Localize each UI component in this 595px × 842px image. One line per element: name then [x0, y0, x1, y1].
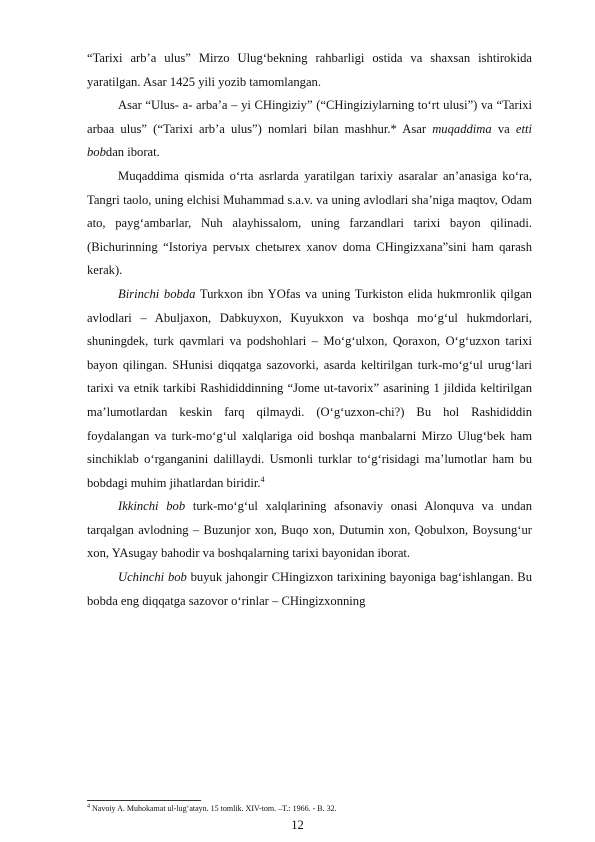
footnote-divider: [87, 800, 201, 801]
footnote: [87, 804, 537, 814]
paragraph-1: [87, 47, 532, 94]
footnote-reference[interactable]: 4: [260, 474, 265, 484]
paragraph-3: [87, 165, 532, 283]
paragraph-4: [87, 283, 532, 495]
term-ikkinchi-bob: Ikkinchi bob: [118, 499, 186, 514]
paragraph-2-text-b: va: [491, 121, 516, 136]
paragraph-2-text-a: Asar “Ulus- a- arba’a – yi CHingiziy” (“CHingiziylarning to‘rt ulusi”) va “Tarixi arbaa ulus” (“Tarixi arb’a ulus”) nomlari bilan mashhur.* Asar: [87, 98, 532, 136]
paragraph-5: [87, 495, 532, 566]
paragraph-6: [87, 566, 532, 613]
footnote-mark: 4: [87, 803, 90, 810]
paragraph-6-text: buyuk jahongir CHingizxon tarixining bayoniga bag‘ishlangan. Bu bobda eng diqqatga sazovor o‘rinlar – CHingizxonning: [87, 570, 532, 608]
term-uchinchi-bob: Uchinchi bob: [118, 570, 187, 585]
term-birinchi-bobda: Birinchi bobda: [118, 286, 196, 301]
footnote-text: Navoiy A. Muhokamat ul-lug‘atayn. 15 tomlik. XIV-tom. –T.: 1966. - B. 32.: [90, 804, 337, 813]
document-body: [87, 47, 532, 613]
term-etti-bob: etti bob: [87, 121, 532, 160]
paragraph-1-text: “Tarixi arb’a ulus” Mirzo Ulug‘bekning rahbarligi ostida va shaxsan ishtirokida yaratilgan. Asar 1425 yili yozib tamomlangan.: [87, 51, 532, 89]
paragraph-2-text-c: dan iborat.: [105, 145, 160, 160]
paragraph-2: [87, 94, 532, 165]
paragraph-4-text: Turkxon ibn YOfas va uning Turkiston elida hukmronlik qilgan avlodlari – Abuljaxon, Dabkuyxon, Kuyukxon va boshqa mo‘g‘ul hukmdorlari, shuningdek, turk qavmlari va podshohlari – Mo‘g‘ulxon, Qoraxon, O‘g‘uzxon tarixi bayon qilingan. SHunisi diqqatga sazovorki, asarda keltirilgan turk-mo‘g‘ul urug‘lari tarixi va etnik tarkibi Rashididdinning “Jome ut-tavorix” asarining 1 jildida keltirilgan ma’lumotlardan keskin farq qilmaydi. (O‘g‘uzxon-chi?) Bu hol Rashididdin foydalangan va turk-mo‘g‘ul xalqlariga oid boshqa manbalarni Mirzo Ulug‘bek ham sinchiklab o‘rganganini dalillaydi. Usmonli turklar to‘g‘risidagi ma’lumotlar ham bu bobdagi muhim jihatlardan biridir.: [87, 286, 532, 490]
term-muqaddima: muqaddima: [432, 121, 492, 136]
paragraph-5-text: turk-mo‘g‘ul xalqlarining afsonaviy onasi Alonquva va undan tarqalgan avlodning – Buzunjor xon, Buqo xon, Dutumin xon, Qobulxon, Boysung‘ur xon, YAsugay bahodir va boshqalarning tarixi bayonidan iborat.: [87, 499, 532, 561]
page-number: 12: [291, 818, 304, 832]
paragraph-3-text: Muqaddima qismida o‘rta asrlarda yaratilgan tarixiy asaralar an’anasiga ko‘ra, Tangri taolo, uning elchisi Muhammad s.a.v. va uning avlodlari sha’niga maqtov, Odam ato, payg‘ambarlar, Nuh alayhissalom, uning farzandlari tarixi bayon qilinadi. (Bichurinning “Istoriya pervыx chetыrex xanov doma CHingizxana”sini ham qarash kerak).: [87, 168, 532, 278]
